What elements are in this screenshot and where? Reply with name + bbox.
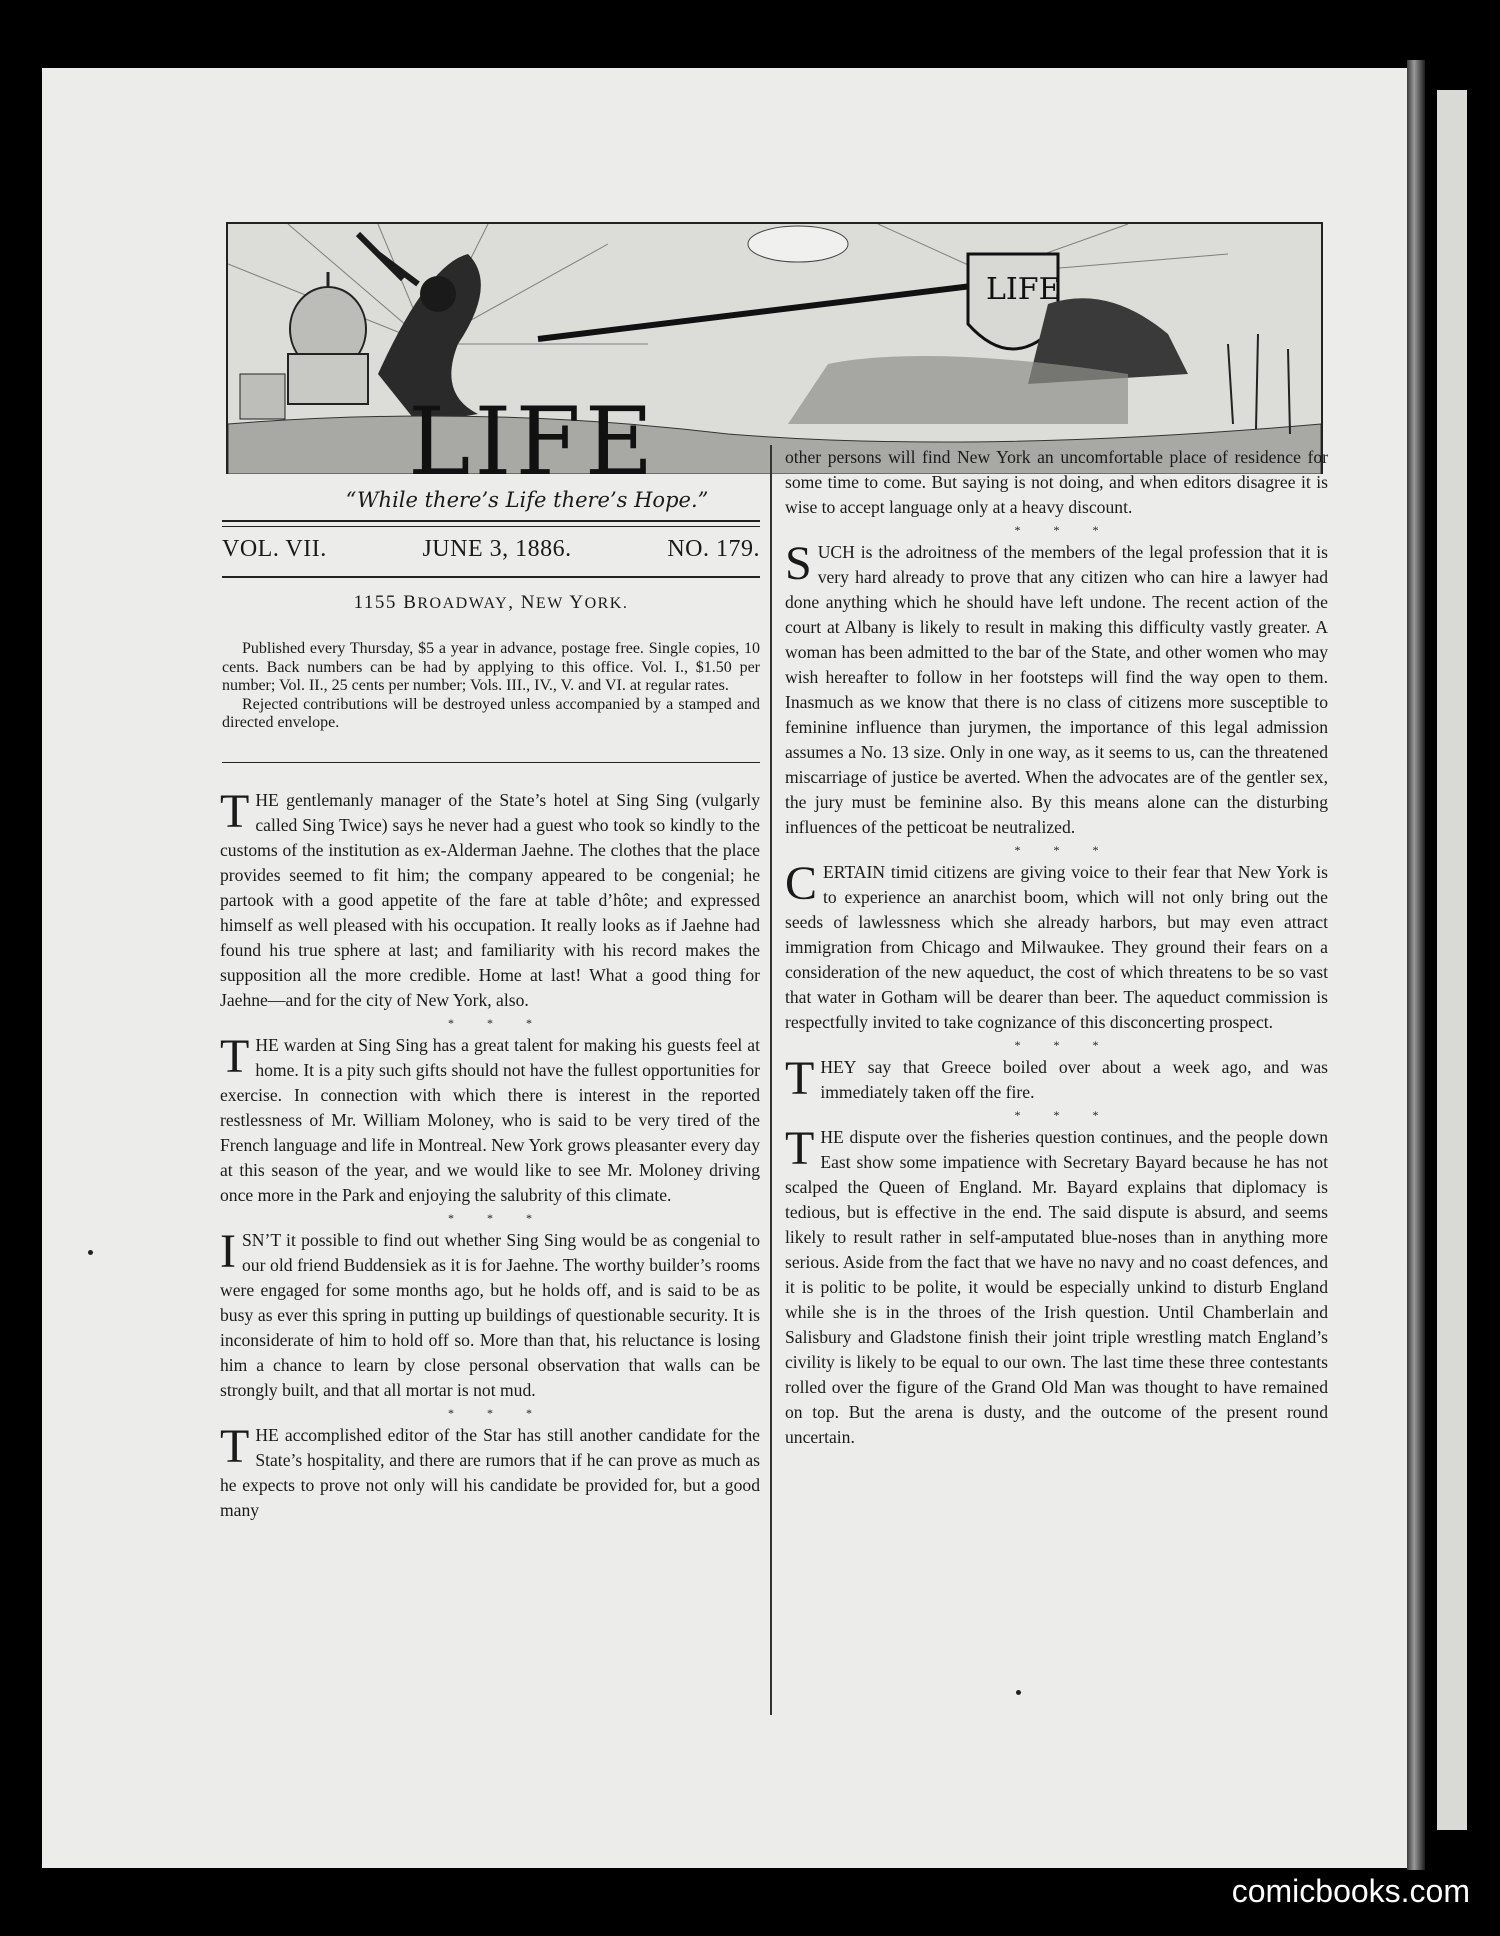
drop-cap: T [785, 1122, 815, 1175]
drop-cap: T [785, 1052, 815, 1105]
drop-cap: T [220, 1030, 250, 1083]
drop-cap: T [220, 785, 250, 838]
rule-top-thin [222, 526, 760, 527]
separator: * * * [448, 1406, 532, 1420]
article: CERTAIN timid citizens are giving voice to their fear that New York is to experience an anarchist boom, which will not only bring out the seeds of lawlessness which she already harbors, but may even attract immigration from Chicago and Milwaukee. They ground their fears on a consideration of the new aqueduct, the cost of which threatens to be so vast that water in Gotham will be dearer than beer. The aqueduct commission is respectfully invited to take cognizance of this disconcerting prospect. [785, 857, 1328, 1032]
magazine-motto: “While there’s Life there’s Hope.” [345, 488, 709, 512]
drop-cap: I [220, 1225, 236, 1278]
issue-date: JUNE 3, 1886. [422, 536, 572, 562]
article: THE gentlemanly manager of the State’s hotel at Sing Sing (vulgarly called Sing Twice) says he never had a guest who took so kindly to the customs of the institution as ex-Alderman Jaehne. The clothes that the place provides seemed to fit him; the company appeared to be congenial; he partook with a good appetite of the fare at table d’hôte; and expressed himself as well pleased with his occupation. It really looks as if Jaehne had found his true sphere at last; and familiarity with his record makes the supposition all the more credible. Home at last! What a good thing for Jaehne—and for the city of New York, also. [220, 785, 760, 1010]
article: ISN’T it possible to find out whether Sing Sing would be as congenial to our old friend Buddensiek as it is for Jaehne. The worthy builder’s rooms were engaged for some months ago, but he holds off, and is said to be as busy as ever this spring in putting up buildings of questionable security. It is inconsiderate of him to hold off so. More than that, his reluctance is losing him a chance to learn by close personal observation that walls can be strongly built, and that all mortar is not mud. [220, 1225, 760, 1400]
drop-cap: S [785, 537, 812, 590]
article: THEY say that Greece boiled over about a week ago, and was immediately taken off the fire. [785, 1052, 1328, 1105]
separator: * * * [448, 1016, 532, 1030]
publication-terms: Published every Thursday, $5 a year in advance, postage free. Single copies, 10 cents. Back numbers can be had by applying to this office. Vol. I., $1.50 per number; Vol. II., 25 cents per number; Vols. III., IV., V. and VI. at regular rates. [222, 640, 760, 695]
drop-cap: T [220, 1420, 250, 1473]
separator: * * * [1014, 1038, 1099, 1052]
column-divider [770, 445, 772, 1715]
article: SUCH is the adroitness of the members of the legal profession that it is very hard already to prove that any citizen who can hire a lawyer had done anything which he should have left undone. The recent action of the court at Albany is likely to result in making this difficulty vastly greater. A woman has been admitted to the bar of the State, and other women who may wish hereafter to follow in her footsteps will find the way open to them. Inasmuch as we know that there is no class of citizens more susceptible to feminine influence than jurymen, the importance of this legal admission assumes a No. 13 size. Only in one way, as it seems to us, can the threatened miscarriage of justice be averted. When the advocates are of the gentler sex, the jury must be feminine also. By this means alone can the disturbing influences of the petticoat be neutralized. [785, 537, 1328, 837]
separator: * * * [448, 1211, 532, 1225]
separator: * * * [1014, 523, 1099, 537]
issue-line [222, 536, 760, 563]
rule-top [222, 520, 760, 522]
drop-cap: C [785, 857, 818, 910]
volume-number: VOL. VII. [222, 536, 327, 562]
masthead-illustration [226, 222, 1323, 474]
article: THE warden at Sing Sing has a great talent for making his guests feel at home. It is a pity such gifts should not have the fullest opportunities for exercise. In connection with which there is interest in the reported restlessness of Mr. William Moloney, who is said to be very tired of the French language and life in Montreal. New York grows pleasanter every day at this season of the year, and we would like to see Mr. Moloney driving once more in the Park and enjoying the salubrity of this climate. [220, 1030, 760, 1205]
article: THE dispute over the fisheries question continues, and the people down East show some impatience with Secretary Bayard because he has not scalped the Queen of England. Mr. Bayard explains that diplomacy is tedious, but is effective in the end. The said dispute is absurd, and seems likely to result rather in self-amputated blue-noses than in anything more serious. Aside from the fact that we have no navy and no coast defences, and it is politic to be polite, it would be especially unkind to disturb England while she is in the throes of the Irish question. Until Chamberlain and Salisbury and Gladstone finish their joint triple wrestling match England’s civility is likely to be equal to our own. The last time these three contestants rolled over the figure of the Grand Old Man was thought to have remained on top. But the arena is dusty, and the outcome of the present round uncertain. [785, 1122, 1328, 1447]
magazine-title: LIFE [408, 388, 658, 497]
office-address: 1155 BROADWAY, NEW YORK. [353, 592, 629, 613]
print-speck [1016, 1690, 1021, 1695]
issue-number: NO. 179. [667, 536, 760, 562]
separator: * * * [1014, 1108, 1099, 1122]
left-column [220, 785, 760, 1523]
rule-bottom [222, 576, 760, 578]
rule-info [222, 762, 760, 763]
adjacent-page-edge [1425, 60, 1500, 1870]
rejection-notice: Rejected contributions will be destroyed unless accompanied by a stamped and directed envelope. [222, 695, 760, 732]
site-watermark: comicbooks.com [1231, 1873, 1470, 1909]
print-speck [88, 1250, 93, 1255]
article: THE accomplished editor of the Star has still another candidate for the State’s hospitality, and there are rumors that if he can prove as much as he expects to prove not only will his candidate be provided for, but a good many [220, 1420, 760, 1520]
publication-info [222, 640, 760, 733]
right-column [785, 445, 1328, 1450]
article-continued: other persons will find New York an uncomfortable place of residence for some time to come. But saying is not doing, and when editors disagree it is wise to accept language only at a heavy discount. [785, 447, 1328, 517]
separator: * * * [1014, 843, 1099, 857]
page-gutter [1407, 60, 1425, 1870]
shield-label: LIFE [986, 272, 1061, 307]
